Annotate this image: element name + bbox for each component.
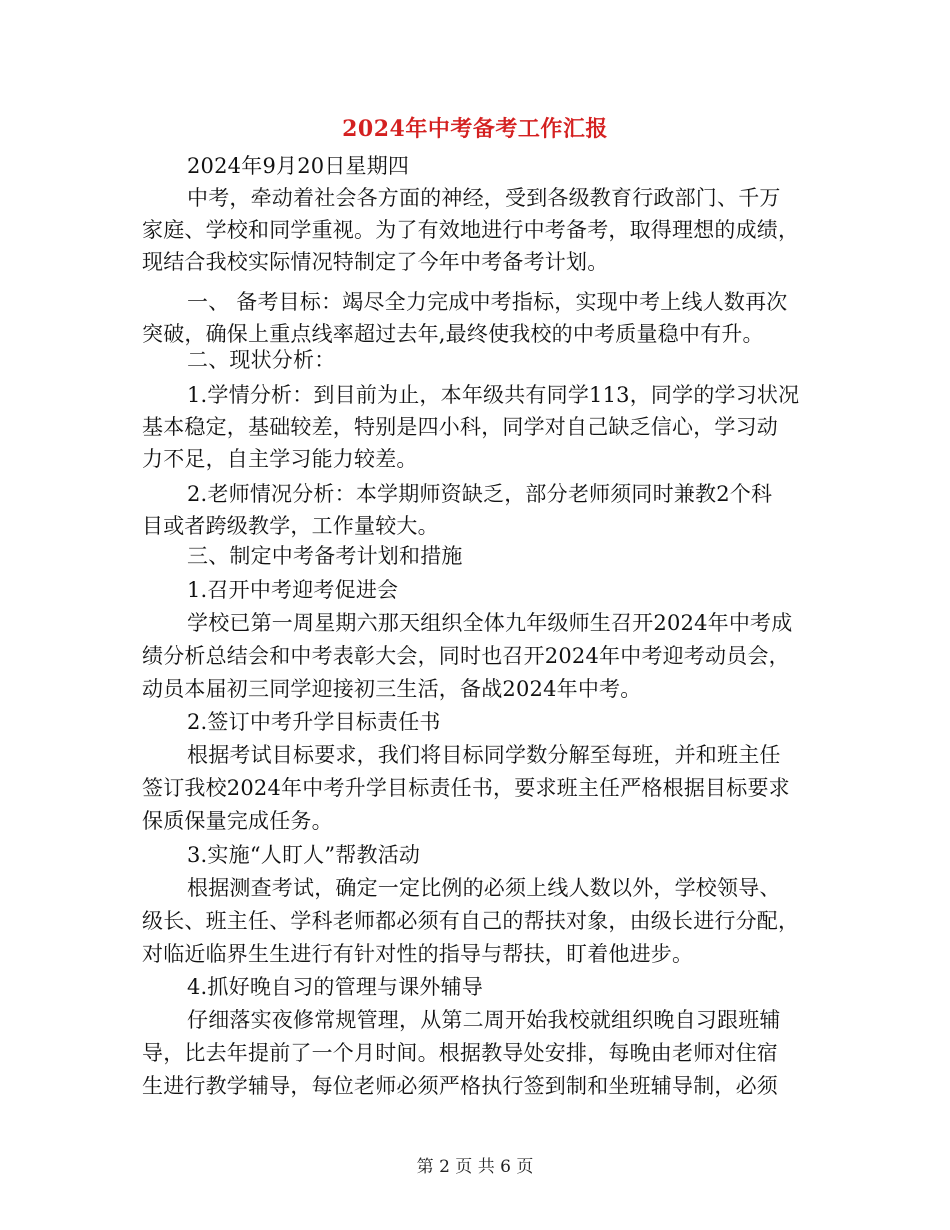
section-heading: 二、现状分析： bbox=[187, 348, 336, 372]
subsection-heading: 2.签订中考升学目标责任书 bbox=[187, 710, 441, 734]
paragraph-line: 根据考试目标要求，我们将目标同学数分解至每班，并和班主任 bbox=[187, 743, 781, 767]
paragraph-line: 目或者跨级教学，工作量较大。 bbox=[142, 514, 439, 538]
paragraph-line: 中考，牵动着社会各方面的神经，受到各级教育行政部门、千万 bbox=[187, 186, 781, 210]
paragraph-line: 根据测查考试，确定一定比例的必须上线人数以外，学校领导、 bbox=[187, 876, 781, 900]
subsection-heading: 1.召开中考迎考促进会 bbox=[187, 578, 399, 602]
paragraph-line: 对临近临界生生进行有针对性的指导与帮扶，盯着他进步。 bbox=[142, 942, 694, 966]
subsection-heading: 4.抓好晚自习的管理与课外辅导 bbox=[187, 975, 484, 999]
date-line: 2024年9月20日星期四 bbox=[187, 154, 410, 178]
paragraph-line: 动员本届初三同学迎接初三生活，备战2024年中考。 bbox=[142, 677, 642, 701]
paragraph-line: 仔细落实夜修常规管理，从第二周开始我校就组织晚自习跟班辅 bbox=[187, 1008, 781, 1032]
paragraph-line: 现结合我校实际情况特制定了今年中考备考计划。 bbox=[142, 250, 609, 274]
document-title: 2024年中考备考工作汇报 bbox=[342, 116, 608, 142]
paragraph-line: 1.学情分析：到目前为止，本年级共有同学113，同学的学习状况 bbox=[187, 383, 800, 407]
paragraph-line: 生进行教学辅导，每位老师必须严格执行签到制和坐班辅导制，必须 bbox=[142, 1074, 778, 1098]
paragraph-line: 力不足，自主学习能力较差。 bbox=[142, 447, 418, 471]
paragraph-line: 级长、班主任、学科老师都必须有自己的帮扶对象，由级长进行分配， bbox=[142, 909, 800, 933]
paragraph-line: 学校已第一周星期六那天组织全体九年级师生召开2024年中考成 bbox=[187, 611, 793, 635]
page-number-footer: 第 2 页 共 6 页 bbox=[416, 1157, 534, 1177]
subsection-heading: 3.实施“人盯人”帮教活动 bbox=[187, 843, 421, 867]
paragraph-line: 家庭、学校和同学重视。为了有效地进行中考备考，取得理想的成绩， bbox=[142, 218, 800, 242]
paragraph-line: 绩分析总结会和中考表彰大会，同时也召开2024年中考迎考动员会， bbox=[142, 644, 790, 668]
paragraph-line: 突破，确保上重点线率超过去年,最终使我校的中考质量稳中有升。 bbox=[142, 322, 764, 346]
section-heading-line: 一、 备考目标：竭尽全力完成中考指标，实现中考上线人数再次 bbox=[187, 290, 788, 314]
paragraph-line: 2.老师情况分析：本学期师资缺乏，部分老师须同时兼教2个科 bbox=[187, 482, 773, 506]
paragraph-line: 签订我校2024年中考升学目标责任书，要求班主任严格根据目标要求 bbox=[142, 776, 790, 800]
paragraph-line: 导，比去年提前了一个月时间。根据教导处安排，每晚由老师对住宿 bbox=[142, 1041, 778, 1065]
paragraph-line: 基本稳定，基础较差，特别是四小科，同学对自己缺乏信心，学习动 bbox=[142, 415, 778, 439]
paragraph-line: 保质保量完成任务。 bbox=[142, 809, 333, 833]
section-heading: 三、制定中考备考计划和措施 bbox=[187, 544, 463, 568]
